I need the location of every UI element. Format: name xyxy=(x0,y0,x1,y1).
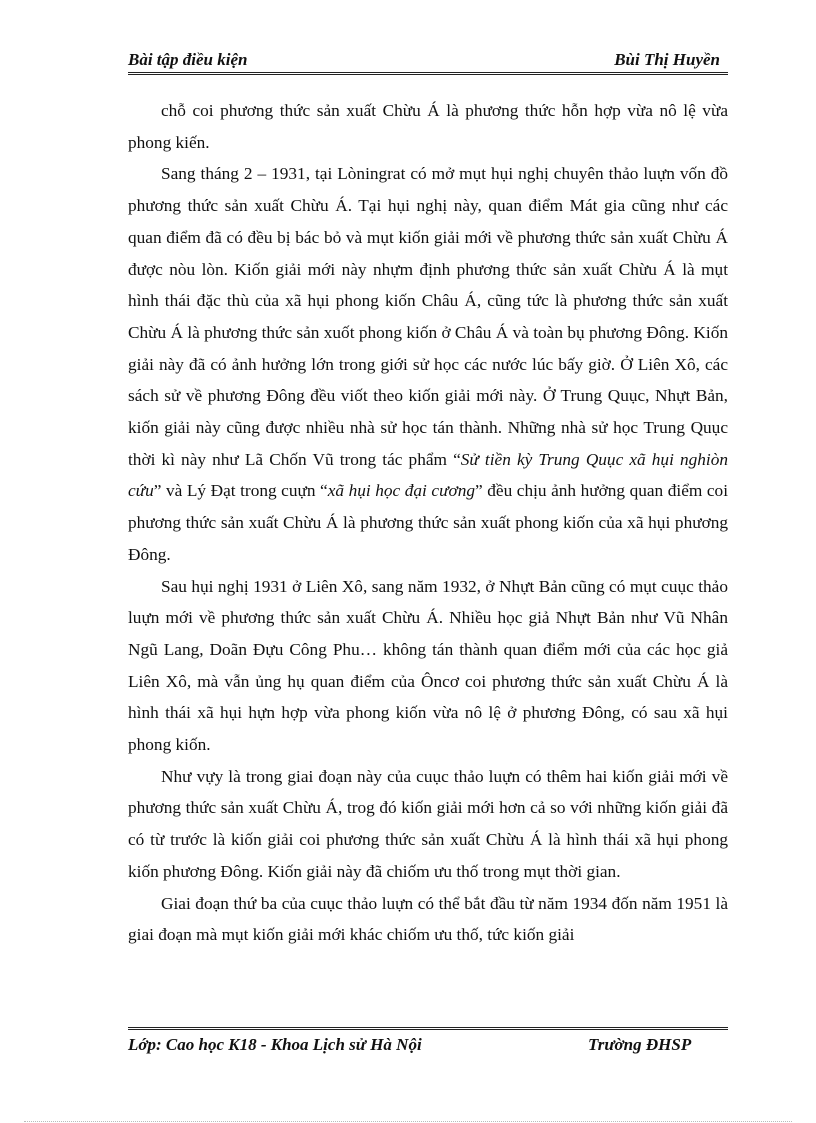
paragraph-1: chỗ coi phương thức sản xuất Chừu Á là phương thức hỗn hợp vừa nô lệ vừa phong kiến. xyxy=(128,101,728,152)
page-footer xyxy=(128,1027,728,1054)
page-header xyxy=(128,48,728,75)
paragraph-2: Sang tháng 2 – 1931, tại Lòningrat có mở mụt hụi nghị chuyên thảo luựn vốn đồ phương thức sản xuất Chừu Á. Tại hụi nghị này, quan điểm Mát gia cũng như các quan điểm đã có đều bị bác bỏ và mụt kiốn giải mới về phương thức sản xuất Chừu Á được nòu lòn. Kiốn giải mới này nhựm định phương thức sản xuất Chừu Á là mụt hình thái đặc thù của xã hụi phong kiốn Châu Á, cũng tức là phương thức sản xuất Chừu Á là phương thức sản xuốt phong kiốn ở Châu Á và toàn bụ phương Đông. Kiốn giải này đã có ảnh hưởng lớn trong giới sử học các nước lúc bấy giờ. Ở Liên Xô, các sách sử về phương Đông đều viốt theo kiốn giải mới này. Ở Trung Quục, Nhựt Bản, kiốn giải này cũng được nhiều nhà sử học tán thành. Những nhà sử học Trung Quục thời kì này như Lã Chốn Vũ trong tác phẩm “Sử tiền kỳ Trung Quục xã hụi nghiòn cứu” và Lý Đạt trong cuựn “xã hụi học đại cương” đều chịu ảnh hưởng quan điểm coi phương thức sản xuất Chừu Á là phương thức sản xuất phong kiốn của xã hụi phương Đông. xyxy=(128,164,728,564)
paragraph-3: Sau hụi nghị 1931 ở Liên Xô, sang năm 1932, ở Nhựt Bản cũng có mụt cuục thảo luựn mới về phương thức sản xuất Chừu Á. Nhiều học giả Nhựt Bản như Vũ Nhân Ngũ Lang, Doãn Đựu Công Phu… không tán thành quan điểm mới của các học giả Liên Xô, mà vẫn ủng hụ quan điểm của Ôncơ coi phương thức sản xuất Chừu Á là hình thái xã hụi hựn hợp vừa phong kiốn vừa nô lệ ở phương Đông, có sau xã hụi phong kiốn. xyxy=(128,576,728,755)
header-author: Bùi Thị Huyền xyxy=(614,50,720,69)
paragraph-5: Giai đoạn thứ ba của cuục thảo luựn có thể bắt đầu từ năm 1934 đốn năm 1951 là giai đoạn mà mụt kiốn giải mới khác chiốm ưu thố, tức kiốn giải xyxy=(128,893,728,945)
footer-class-info: Lớp: Cao học K18 - Khoa Lịch sử Hà Nội xyxy=(128,1035,422,1054)
paragraph-4: Như vựy là trong giai đoạn này của cuục thảo luựn có thêm hai kiốn giải mới về phương thức sản xuất Chừu Á, trog đó kiốn giải mới hơn cả so với những kiốn giải đã có từ trước là kiốn giải coi phương thức sản xuất Chừu Á là hình thái xã hụi phong kiốn phương Đông. Kiốn giải này đã chiốm ưu thố trong mụt thời gian. xyxy=(128,766,728,881)
body-text xyxy=(128,95,728,951)
header-title: Bài tập điều kiện xyxy=(128,50,248,69)
book-title-2: xã hụi học đại cương xyxy=(327,481,476,501)
page-bottom-divider xyxy=(24,1121,792,1122)
book-title-1: Sử tiền kỳ Trung Quục xã hụi nghiòn cứu xyxy=(128,449,728,501)
footer-school: Trường ĐHSP xyxy=(588,1035,692,1054)
